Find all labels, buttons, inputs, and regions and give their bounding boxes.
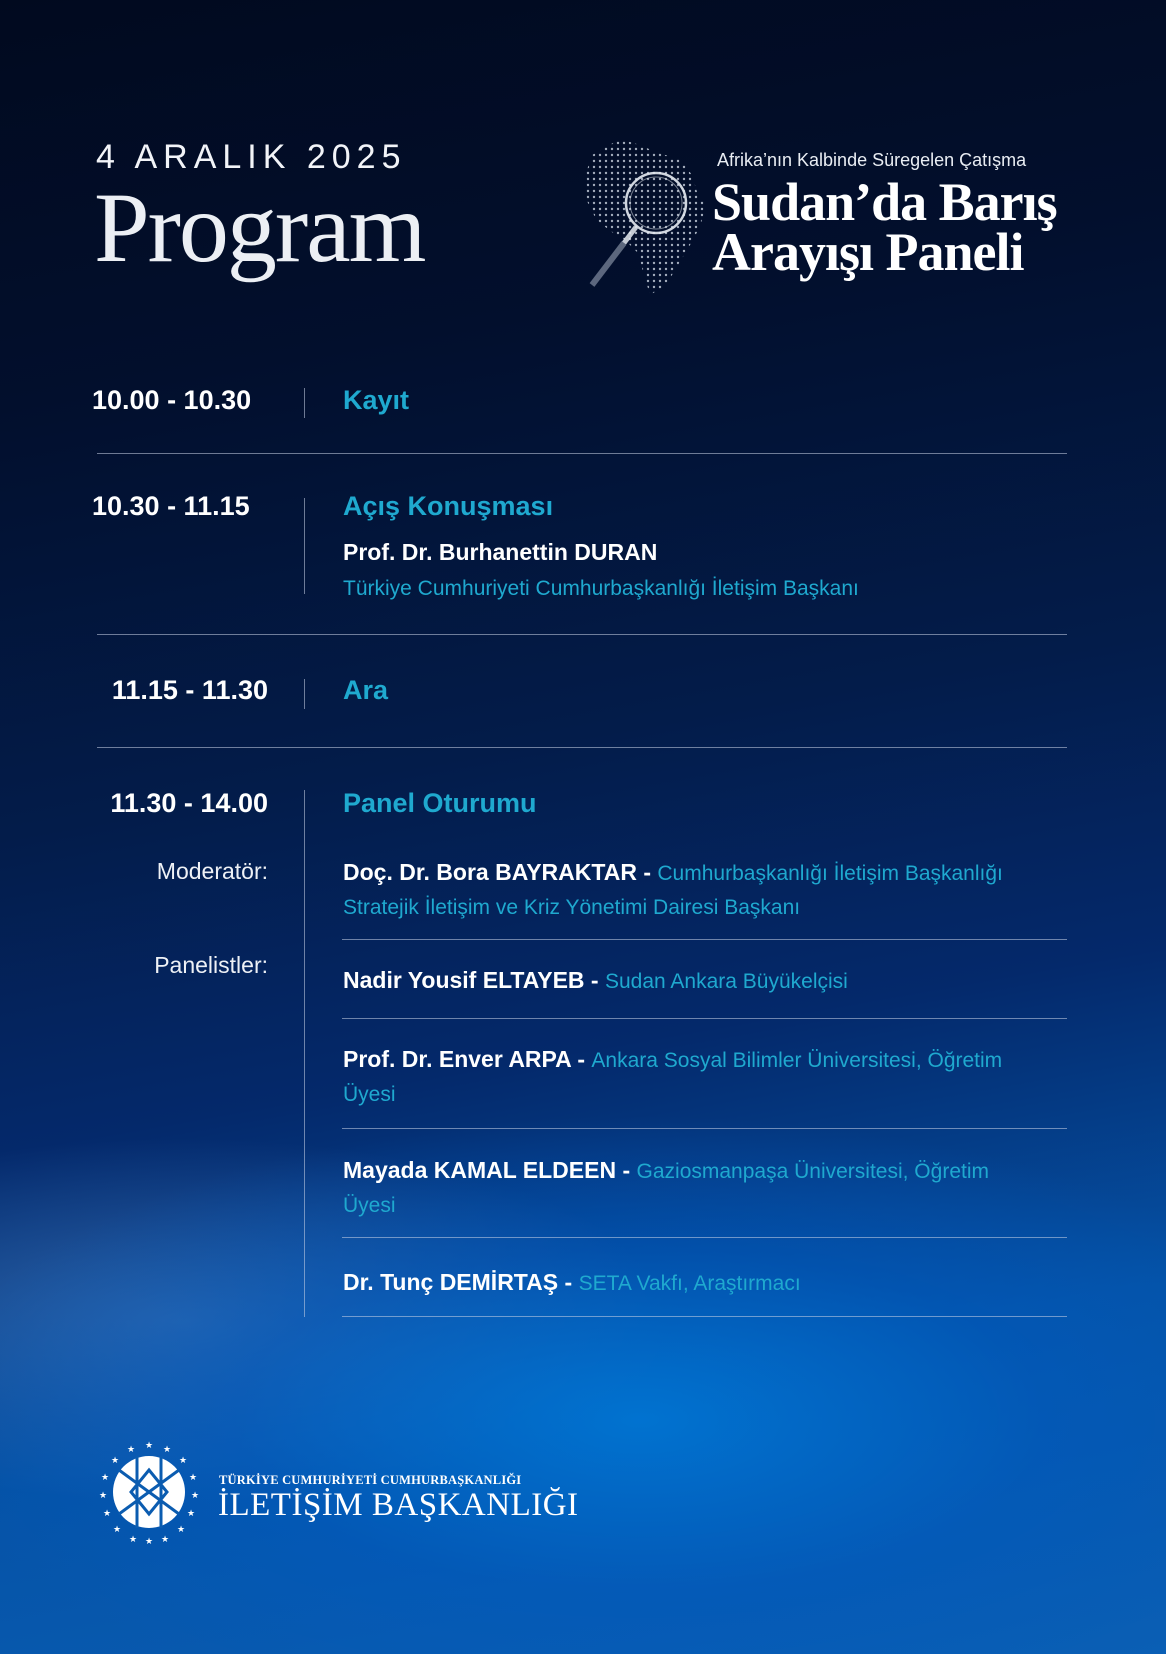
speaker <box>343 536 1073 568</box>
slot-time: 11.30 - 14.00 <box>110 788 268 818</box>
slot-title: Kayıt <box>343 385 410 415</box>
event-logo <box>580 135 1080 305</box>
slot-time: 10.00 - 10.30 <box>92 385 252 415</box>
panelist-role: Gaziosmanpaşa Üniversitesi, Öğretim Üyesi <box>343 1160 989 1217</box>
star-ring-emblem-icon <box>97 1440 201 1544</box>
svg-text:★: ★ <box>100 1473 110 1483</box>
slot-time: 11.15 - 11.30 <box>111 675 268 705</box>
panelist <box>343 1266 1073 1300</box>
panelists-label: Panelistler: <box>154 952 268 978</box>
divider <box>342 1237 1067 1238</box>
svg-text:★: ★ <box>188 1473 198 1483</box>
divider-vertical <box>304 388 305 418</box>
separator: - <box>584 967 605 993</box>
svg-text:★: ★ <box>190 1491 200 1501</box>
speaker-role: Türkiye Cumhuriyeti Cumhurbaşkanlığı İletişim Başkanı <box>343 577 859 600</box>
moderator-role: Cumhurbaşkanlığı İletişim Başkanlığı Stratejik İletişim ve Kriz Yönetimi Dairesi Başkanı <box>343 862 1003 919</box>
svg-text:★: ★ <box>178 1456 188 1466</box>
event-name-line1: Sudan’da Barış <box>712 172 1057 232</box>
slot-title: Panel Oturumu <box>343 788 537 818</box>
speaker-name: Prof. Dr. Burhanettin DURAN <box>343 539 658 565</box>
divider-vertical <box>304 498 305 594</box>
panelist-role: SETA Vakfı, Araştırmacı <box>578 1272 801 1295</box>
divider <box>97 634 1067 635</box>
organization-name: İLETİŞİM BAŞKANLIĞI <box>218 1487 579 1523</box>
event-name-line2: Arayışı Paneli <box>712 222 1024 282</box>
svg-text:★: ★ <box>128 1535 138 1544</box>
svg-text:★: ★ <box>98 1491 108 1501</box>
svg-text:★: ★ <box>144 1537 154 1544</box>
separator: - <box>616 1157 637 1183</box>
divider <box>342 939 1067 940</box>
divider-vertical <box>304 790 305 1317</box>
panelist <box>343 1154 1023 1222</box>
event-name <box>712 172 1057 282</box>
panelist <box>343 964 1073 998</box>
svg-text:★: ★ <box>176 1525 186 1535</box>
panelist-name: Nadir Yousif ELTAYEB <box>343 967 585 993</box>
moderator-name: Doç. Dr. Bora BAYRAKTAR <box>343 859 637 885</box>
moderator-label: Moderatör: <box>156 858 268 884</box>
divider-vertical <box>304 679 305 709</box>
divider <box>97 453 1067 454</box>
divider <box>342 1316 1067 1317</box>
panelist <box>343 1043 1023 1111</box>
separator: - <box>570 1046 592 1072</box>
separator: - <box>558 1269 579 1295</box>
svg-text:★: ★ <box>126 1445 136 1455</box>
event-subtitle: Afrika’nın Kalbinde Süregelen Çatışma <box>717 150 1027 170</box>
slot-title: Ara <box>343 675 389 705</box>
event-date: 4 ARALIK 2025 <box>96 138 407 176</box>
africa-magnifier-icon <box>580 135 710 300</box>
slot-title: Açış Konuşması <box>343 491 554 521</box>
divider <box>97 747 1067 748</box>
svg-text:★: ★ <box>160 1535 170 1544</box>
svg-text:★: ★ <box>110 1456 120 1466</box>
panelist-role: Sudan Ankara Büyükelçisi <box>605 970 848 993</box>
panelist-name: Prof. Dr. Enver ARPA <box>343 1046 571 1072</box>
panelist-name: Mayada KAMAL ELDEEN <box>343 1157 617 1183</box>
panelist-name: Dr. Tunç DEMİRTAŞ <box>343 1269 559 1295</box>
organization-logo <box>97 1440 597 1550</box>
moderator <box>343 856 1073 924</box>
svg-text:★: ★ <box>112 1525 122 1535</box>
panelist-role: Ankara Sosyal Bilimler Üniversitesi, Öğretim Üyesi <box>343 1049 1003 1106</box>
slot-time: 10.30 - 11.15 <box>92 491 250 521</box>
speaker-role-row <box>343 571 1073 605</box>
svg-text:★: ★ <box>102 1509 112 1519</box>
page-title: Program <box>94 172 425 283</box>
svg-text:★: ★ <box>144 1441 154 1451</box>
divider <box>342 1018 1067 1019</box>
separator: - <box>636 859 658 885</box>
svg-text:★: ★ <box>186 1509 196 1519</box>
divider <box>342 1128 1067 1129</box>
svg-text:★: ★ <box>162 1445 172 1455</box>
organization-parent-name: TÜRKİYE CUMHURİYETİ CUMHURBAŞKANLIĞI <box>219 1473 522 1487</box>
